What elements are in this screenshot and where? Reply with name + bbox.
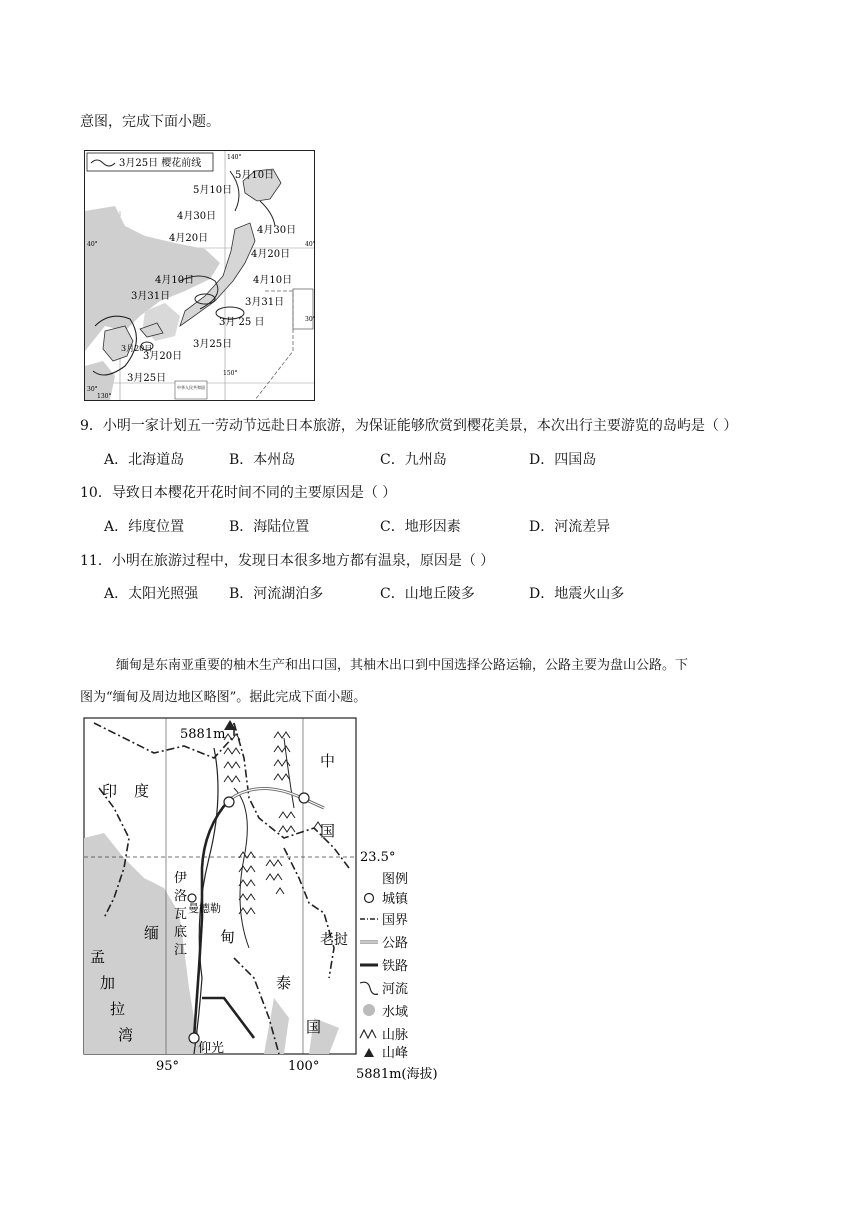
question-10: 10．导致日本樱花开花时间不同的主要原因是（ ）: [80, 485, 397, 501]
option-9a[interactable]: A．北海道岛: [104, 452, 185, 468]
lat-40-label-left: 40°: [87, 241, 98, 248]
country-label: 中: [320, 752, 336, 770]
mountain-icon: [360, 1030, 376, 1038]
town-icon: [365, 894, 374, 903]
date-label: 4月10日: [155, 275, 195, 286]
myanmar-map-svg: [84, 718, 464, 1088]
country-label: 泰: [276, 974, 292, 992]
country-label: 缅: [144, 924, 160, 942]
date-label: 4月10日: [253, 275, 293, 286]
bay-label: 拉: [110, 1000, 126, 1018]
peak-legend-icon: [364, 1048, 374, 1057]
country-label: 老挝: [320, 932, 348, 948]
country-label: 国: [320, 822, 336, 840]
legend-road: 公路: [382, 936, 409, 951]
question-9: 9．小明一家计划五一劳动节远赴日本旅游，为保证能够欣赏到樱花美景，本次出行主要游览的岛屿是（ ）: [80, 418, 738, 434]
legend-town: 城镇: [382, 892, 409, 907]
intro-text: 意图，完成下面小题。: [80, 114, 220, 130]
country-label: 印: [102, 782, 118, 800]
lon-150-label: 150°: [223, 370, 238, 377]
lat-label: 23.5°: [360, 850, 396, 865]
lat-30-label-right: 30°: [305, 316, 316, 323]
country-label: 度: [134, 782, 150, 800]
option-9d[interactable]: D．四国岛: [529, 452, 597, 468]
country-label: 甸: [220, 928, 236, 946]
city-label-mandalay: 曼德勒: [188, 902, 221, 915]
passage-line-1: 缅甸是东南亚重要的柚木生产和出口国，其柚木出口到中国选择公路运输，公路主要为盘山公路。下: [116, 658, 689, 673]
passage-line-2: 图为“缅甸及周边地区略图”。据此完成下面小题。: [80, 690, 367, 705]
date-label: 5月10日: [193, 185, 233, 196]
date-label: 4月20日: [169, 233, 209, 244]
option-11b[interactable]: B．河流湖泊多: [229, 586, 324, 602]
japan-map-legend: 3月25日 樱花前线: [119, 158, 202, 169]
date-label: 3月25日: [193, 339, 233, 350]
river-label: 洛: [174, 889, 188, 904]
water-icon: [363, 1004, 375, 1016]
legend-water: 水域: [382, 1005, 409, 1020]
legend-rail: 铁路: [382, 959, 409, 974]
legend-title: 图例: [382, 872, 409, 887]
lon-130-label: 130°: [97, 393, 112, 400]
lon-100-label: 100°: [288, 1059, 320, 1074]
option-9c[interactable]: C．九州岛: [380, 452, 447, 468]
country-label: 国: [306, 1018, 322, 1036]
option-11d[interactable]: D．地震火山多: [529, 586, 625, 602]
inset-label: 中华人民共和国: [177, 385, 205, 390]
river-label: 伊: [174, 871, 188, 886]
date-label: 3月 25 日: [219, 317, 265, 328]
legend-river: 河流: [382, 982, 409, 997]
peak-label: 5881m: [180, 727, 226, 742]
bay-label: 加: [100, 974, 116, 992]
date-label: 4月30日: [257, 225, 297, 236]
bay-label: 孟: [90, 948, 106, 966]
date-label: 5月10日: [235, 170, 275, 181]
date-label: 4月30日: [177, 211, 217, 222]
japan-cherry-map: [84, 150, 315, 401]
lon-95-label: 95°: [156, 1059, 180, 1074]
option-11a[interactable]: A．太阳光照强: [104, 586, 199, 602]
legend-border: 国界: [382, 913, 409, 928]
option-10b[interactable]: B．海陆位置: [229, 519, 310, 535]
city-label-yangon: 仰光: [198, 1041, 225, 1056]
lat-30-label-left: 30°: [87, 386, 98, 393]
legend-mountain: 山脉: [382, 1028, 409, 1043]
date-label: 3月25日: [127, 373, 167, 384]
question-11: 11．小明在旅游过程中，发现日本很多地方都有温泉，原因是（ ）: [80, 553, 495, 569]
option-9b[interactable]: B．本州岛: [229, 452, 296, 468]
date-label: 3月31日: [131, 291, 171, 302]
option-10d[interactable]: D．河流差异: [529, 519, 611, 535]
option-10a[interactable]: A．纬度位置: [104, 519, 185, 535]
bay-label: 湾: [118, 1026, 134, 1044]
lat-40-label-right: 40°: [305, 241, 316, 248]
option-10c[interactable]: C．地形因素: [380, 519, 461, 535]
japan-map-svg: [85, 151, 314, 400]
legend-peak: 山峰: [382, 1046, 409, 1061]
option-11c[interactable]: C．山地丘陵多: [380, 586, 475, 602]
river-label: 瓦: [174, 907, 188, 922]
river-label: 江: [174, 943, 188, 958]
date-label: 4月20日: [251, 249, 291, 260]
myanmar-map: [84, 718, 464, 1088]
river-label: 底: [174, 925, 188, 940]
lon-140-label: 140°: [227, 154, 242, 161]
date-label: 3月31日: [245, 297, 285, 308]
river-icon: [360, 982, 378, 994]
date-label: 3月20日: [143, 351, 183, 362]
legend-peak-note: 5881m(海拔): [356, 1067, 438, 1082]
date-label: 3月20日: [121, 344, 153, 353]
